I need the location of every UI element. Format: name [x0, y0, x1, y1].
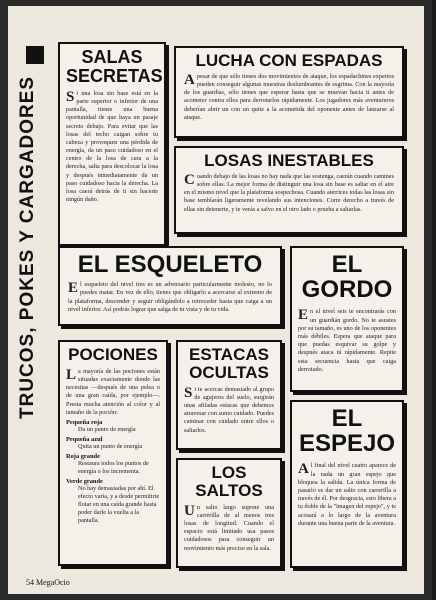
lucha-box: [174, 46, 404, 138]
potion-name: Roja grande: [66, 453, 100, 461]
potion-desc: Da un punto de energía: [78, 425, 136, 433]
potion-desc: No hay demasiadas por ahí. El efecto varía, y a desde permitirte flotar en una caída grande hasta poder darle la vuelta a la pantalla.: [78, 485, 160, 525]
losas-title: LOSAS INESTABLES: [204, 151, 374, 170]
pociones-box: [58, 340, 168, 566]
potion-name: Verde grande: [66, 478, 103, 486]
potion-name: Pequeña roja: [66, 418, 103, 426]
losas-box: [174, 146, 404, 234]
esqueleto-title: EL ESQUELETO: [77, 251, 263, 278]
header-marker-square: [26, 46, 44, 64]
espejo-title: EL ESPEJO: [298, 405, 396, 458]
esqueleto-box: [58, 246, 282, 326]
salas-secretas-box: [58, 42, 166, 246]
espejo-text: Al final del nivel cuatro aparece de la nada un gran espejo que bloquea la salida. La única forma de pasarlo es dar un salto con carrerilla a través de él. Por desgracia, esto libera a tu doble de la "imagen del espejo", y te acosará a lo largo de la aventura durante una buena parte de la aventura.: [298, 461, 396, 527]
section-title: TRUCOS, POKES Y CARGADORES: [17, 76, 38, 420]
potion-desc: Restaura todos los puntos de energía o los incrementa.: [78, 460, 149, 476]
esqueleto-text: El esqueleto del nivel tres es un adversario particularmente molesto, no lo puedes matar. En vez de ello, tienes que obligarlo a acercarse al extremo de la plataforma, descender y seguir obligándolo a retroceder hasta que caiga a un nivel inferior. Así podrás lograr que salga de tu vista y de tu vida.: [68, 280, 272, 313]
gordo-text: En el nivel seis te encontrarás con un guardián gordo. No te asustes por su tamaño, es uno de los oponentes más débiles. Espera que ataque para que puedas esquivar su golpe y después ataca tú rápidamente. Repite esta secuencia hasta que caiga derrotado.: [298, 307, 396, 373]
page-edge-shadow: [432, 0, 436, 600]
magazine-page: [8, 6, 424, 594]
lucha-title: LUCHA CON ESPADAS: [195, 51, 383, 70]
potion-desc: Quita un punto de energía: [78, 443, 143, 451]
espejo-box: [290, 400, 404, 568]
saltos-text: Un salto largo supone una carrerilla de al menos tres losas de longitud. Cuando el espacio está limitado usa pasos cuidadosos para conseguir un movimiento más preciso en la sala.: [184, 502, 274, 552]
losas-text: Cuando debajo de las losas no hay nada que las sostenga, caerán cuando camines sobre ellas. La mejor forma de distinguir una losa sin base es saltar en el aire en el mismo nivel que la plataforma sospechosa. Cuando aterrices todas las losas sin base temblarán ligeramente revelando sus intenciones. Corre derecho a través de ellas sin detenerte, y te verás a salvo en el otro lado o prueba a saltarlas.: [184, 171, 394, 213]
section-header: [14, 46, 54, 566]
gordo-box: [290, 246, 404, 392]
estacas-box: [176, 340, 282, 450]
pociones-title: POCIONES: [68, 345, 158, 364]
salas-text: Si una losa sin base está en la parte superior o inferior de una pantalla, tienes una buena oportunidad de que haya un pasaje secreto debajo. Para evitar que las losas del techo caigan sobre tu cabeza y provoquen una pérdida de energía, da un paso cuidadoso en el centro de la losa de cara a la derecha, salta para descolocar la losa y después inmediatamente da un paso cuidadoso hacia la derecha. La losa caerá detrás de ti sin hacerte ningún daño.: [66, 88, 158, 204]
lucha-text: A pesar de que sólo tienes dos movimientos de ataque, los espadachines expertos pueden conseguir algunas muestras deslumbrantes de esgrima. Con la mayoría de los guardias, sólo tienes que esperar hasta que se muevan hacia ti antes de acometer contra ellos para derrotarlos rápidamente. Los jugadores más aventureros deberían abrir un con un quite a la acometida del oponente antes de lanzarse al ataque.: [184, 71, 394, 121]
estacas-text: Si te acercas demasiado al grupo de agujeros del suelo, surgirán unas afiladas estacas que debemos atravesar con sumo cuidado. Puedes caminar con cuidado entre ellos o saltarlos.: [184, 384, 274, 434]
salas-title: SALAS SECRETAS: [66, 47, 163, 86]
page-footer: 54 MegaOcio: [26, 578, 70, 587]
pociones-text: La mayoría de las pociones están situadas exactamente donde las necesitas —después de una pelea o de una gran caída, por ejemplo—. Presta mucha atención al color y al tamaño de la poción:: [66, 366, 160, 416]
gordo-title: EL GORDO: [301, 251, 393, 304]
saltos-box: [176, 458, 282, 568]
estacas-title: ESTACAS OCULTAS: [189, 345, 269, 382]
saltos-title: LOS SALTOS: [195, 463, 263, 500]
potion-name: Pequeña azul: [66, 436, 103, 444]
